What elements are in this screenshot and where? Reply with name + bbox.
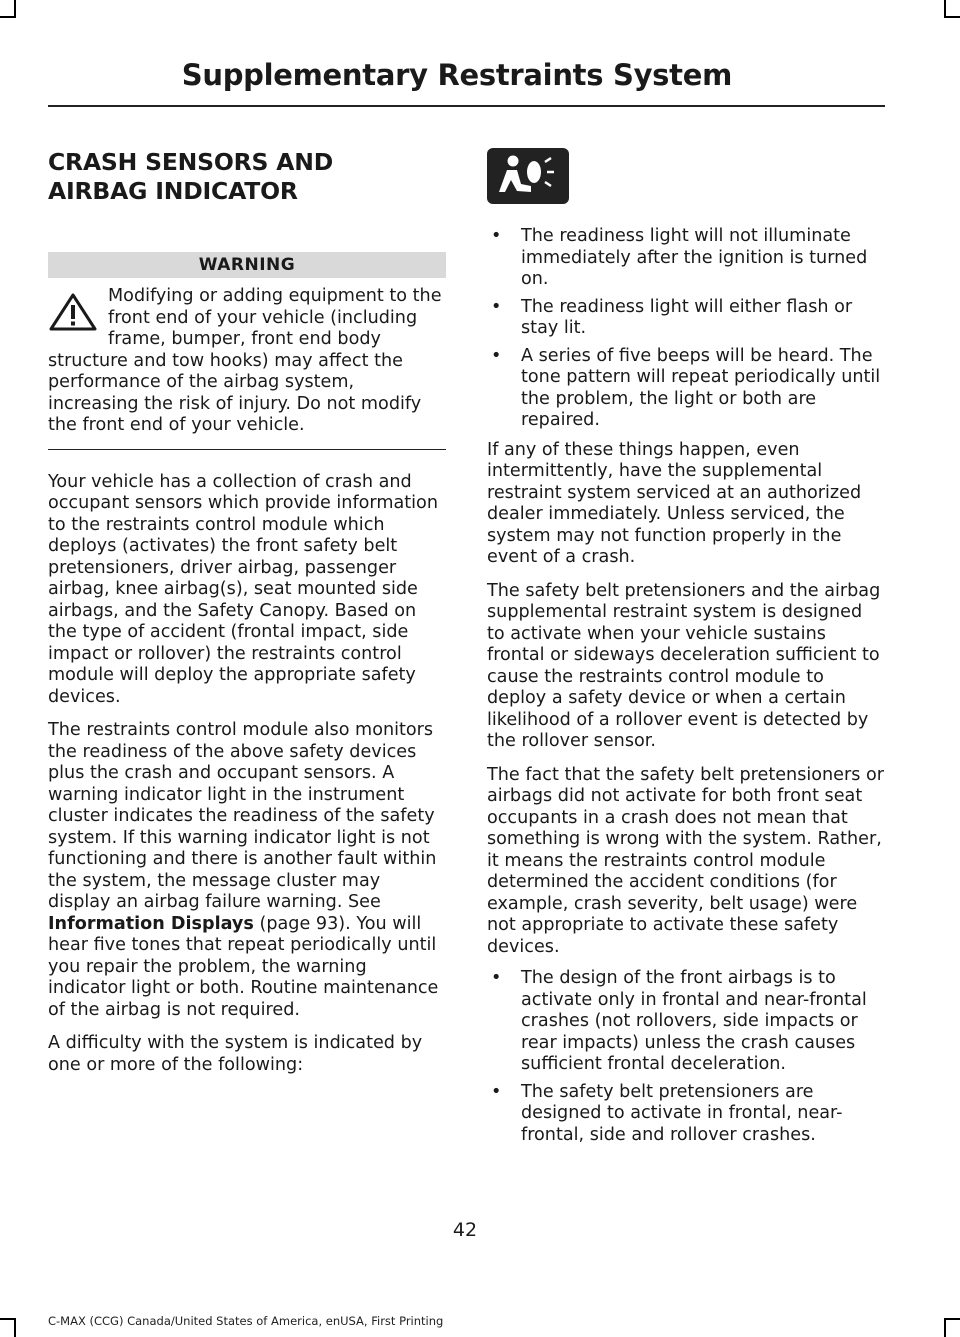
page-header-title: Supplementary Restraints System <box>181 58 732 92</box>
warning-box <box>48 286 446 450</box>
section-heading-line1: CRASH SENSORS AND <box>48 148 334 176</box>
crop-mark <box>0 1318 16 1320</box>
cross-reference-link[interactable]: Information Displays <box>48 913 254 934</box>
list-item: • The design of the front airbags is to activate only in frontal and near-frontal crashes (not rollovers, side impacts or rear impacts) unless the crash causes sufficient frontal deceleration. <box>487 968 885 1076</box>
airbag-indicator-icon <box>487 148 569 204</box>
body-paragraph: Your vehicle has a collection of crash and occupant sensors which provide information to the restraints control module which deploys (activates) the front safety belt pretensioners, driver airbag, passenger airbag, knee airbag(s), seat mounted side airbags, and the Safety Canopy. Based on the type of accident (frontal impact, side impact or rollover) the restraints control module will deploy the appropriate safety devices. <box>48 471 438 707</box>
warning-text: Modifying or adding equipment to the front end of your vehicle (including frame, bumper, front end body structure and tow hooks) may affect the performance of the airbag system, increasing the risk of injury. Do not modify the front end of your vehicle. <box>48 286 442 435</box>
crop-mark <box>944 1318 946 1337</box>
airbag-indicator-glyph <box>487 148 569 204</box>
list-item: • The safety belt pretensioners are designed to activate in frontal, near-frontal, side and rollover crashes. <box>487 1082 885 1147</box>
activation-design-list <box>487 968 885 1146</box>
right-column <box>487 148 885 1152</box>
edition-footer: C-MAX (CCG) Canada/United States of America, enUSA, First Printing <box>48 1314 444 1328</box>
crop-mark <box>944 1318 960 1320</box>
body-paragraph: If any of these things happen, even intermittently, have the supplemental restraint system serviced at an authorized dealer immediately. Unless serviced, the system may not function properly in the event of a crash. <box>487 439 862 567</box>
body-paragraph <box>48 720 446 1021</box>
list-item: • The readiness light will not illuminate immediately after the ignition is turned on. <box>487 226 885 291</box>
body-text: (page 93). You will hear five tones that repeat periodically until you repair the problem, the warning indicator light or both. Routine maintenance of the airbag is not required. <box>48 913 439 1020</box>
crop-mark <box>944 16 960 18</box>
body-paragraph: A difficulty with the system is indicated by one or more of the following: <box>48 1033 423 1075</box>
body-paragraph: The fact that the safety belt pretensioners or airbags did not activate for both front seat occupants in a crash does not mean that something is wrong with the system. Rather, it means the restraints control module determined the accident conditions (for example, crash severity, belt usage) were not appropriate to activate these safety devices. <box>487 764 884 957</box>
list-item: • A series of five beeps will be heard. The tone pattern will repeat periodically until the problem, the light or both are repaired. <box>487 346 885 432</box>
page-number: 42 <box>452 1219 478 1241</box>
body-text: The restraints control module also monitors the readiness of the above safety devices plus the crash and occupant sensors. A warning indicator light in the instrument cluster indicates the readiness of the safety system. If this warning indicator light is not functioning and there is another fault within the system, the message cluster may display an airbag failure warning. See <box>48 720 437 912</box>
crop-mark <box>14 1318 16 1337</box>
section-heading-line2: AIRBAG INDICATOR <box>48 177 298 205</box>
left-column <box>48 148 446 1076</box>
warning-triangle-icon <box>48 292 98 332</box>
crop-mark <box>0 16 16 18</box>
list-item: • The readiness light will either flash or stay lit. <box>487 297 885 340</box>
indicator-symptom-list <box>487 226 885 432</box>
body-paragraph: The safety belt pretensioners and the airbag supplemental restraint system is designed to activate when your vehicle sustains frontal or sideways deceleration sufficient to cause the restraints control module to deploy a safety device or when a certain likelihood of a rollover event is detected by the rollover sensor. <box>487 580 881 751</box>
section-heading <box>48 148 446 206</box>
header-divider <box>48 105 885 107</box>
warning-label: WARNING <box>48 252 446 278</box>
